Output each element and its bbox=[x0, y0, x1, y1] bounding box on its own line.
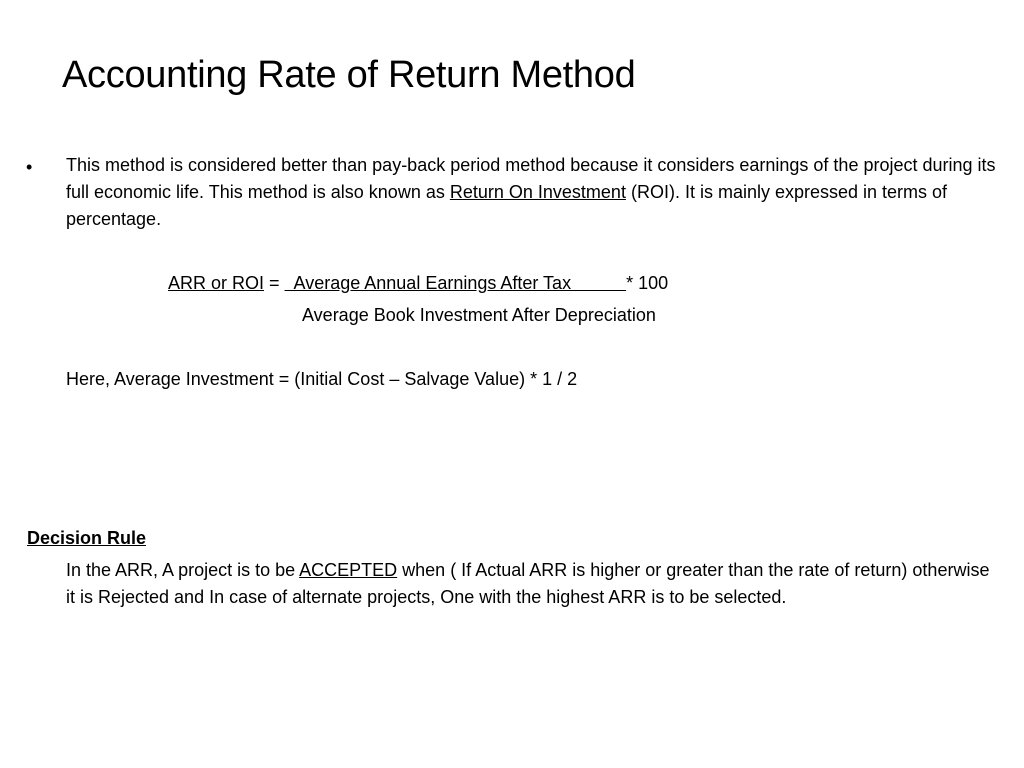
formula-denominator: Average Book Investment After Depreciation bbox=[302, 305, 656, 325]
average-investment-formula: Here, Average Investment = (Initial Cost – Salvage Value) * 1 / 2 bbox=[66, 369, 578, 389]
accepted-term: ACCEPTED bbox=[299, 560, 398, 580]
decision-rule-heading: Decision Rule bbox=[27, 528, 147, 548]
formula-multiplier: * 100 bbox=[626, 273, 669, 293]
decision-text-start: In the ARR, A project is to be bbox=[66, 560, 300, 580]
slide-title: Accounting Rate of Return Method bbox=[62, 54, 636, 96]
intro-text-start: This method is considered better than pay-back period method because it considers earnings of the project during its full economic life. This method is also known as bbox=[66, 155, 996, 202]
intro-paragraph bbox=[66, 152, 996, 233]
formula-lhs: ARR or ROI bbox=[168, 273, 265, 293]
decision-rule-paragraph bbox=[66, 557, 996, 611]
intro-text-end: (ROI). It is mainly expressed in terms of percentage. bbox=[66, 182, 948, 229]
roi-term: Return On Investment bbox=[449, 182, 626, 202]
formula-numerator: Average Annual Earnings After Tax bbox=[284, 273, 627, 293]
bullet-point-icon: • bbox=[26, 157, 33, 177]
formula-equals: = bbox=[264, 273, 285, 293]
formula-numerator-line bbox=[168, 270, 668, 297]
decision-text-end: when ( If Actual ARR is higher or greater than the rate of return) otherwise it is Rejected and In case of alternate projects, One with the highest ARR is to be selected. bbox=[66, 560, 990, 607]
